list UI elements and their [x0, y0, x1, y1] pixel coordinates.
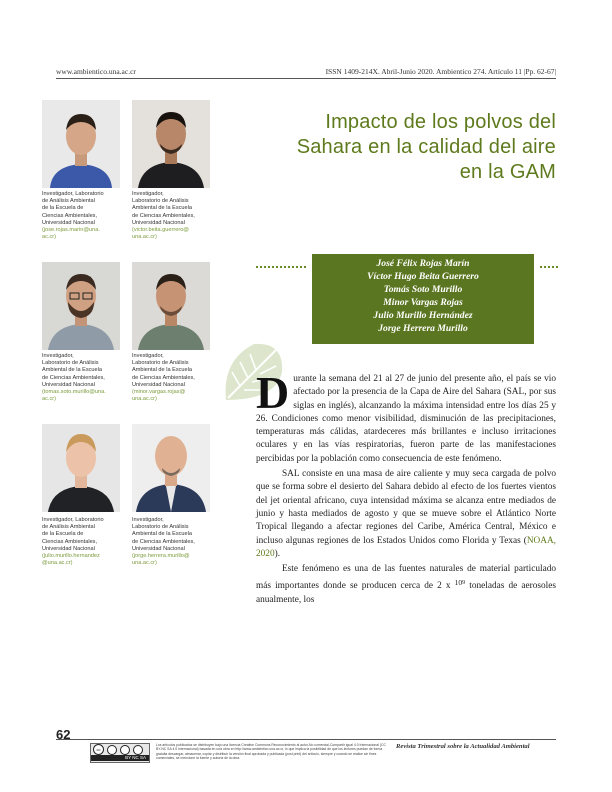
- page-number: 62: [56, 727, 71, 742]
- caption-line: Laboratorio de Análisis: [42, 360, 99, 367]
- caption-line: de Análisis Ambiental: [42, 524, 95, 531]
- paragraph-2: [256, 468, 556, 561]
- caption-line: de Ciencias Ambientales,: [132, 374, 195, 381]
- author-photo-4: [132, 262, 210, 350]
- caption-line: Ambiental de la Escuela: [132, 205, 193, 212]
- author-email-link[interactable]: una.ac.cr): [132, 234, 157, 241]
- caption-line: Laboratorio de Análisis: [132, 360, 189, 367]
- caption-line: Investigador,: [132, 517, 164, 523]
- caption-line: Ambiental de la Escuela: [132, 367, 193, 374]
- author-photo-3: [42, 262, 120, 350]
- author-photo-5: [42, 424, 120, 512]
- author-email-link[interactable]: @una.ac.cr): [42, 560, 73, 567]
- caption-line: de Ciencias Ambientales,: [42, 374, 105, 381]
- exponent: 9: [462, 580, 466, 587]
- article-body: [256, 367, 557, 607]
- paragraph-text: toneladas de aerosoles anualmente, los: [256, 581, 557, 605]
- caption-line: Universidad Nacional: [42, 219, 95, 226]
- caption-line: Laboratorio de Análisis: [132, 524, 189, 531]
- header-issn: ISSN 1409-214X. Abril-Junio 2020. Ambientico 274. Artículo 11 |Pp. 62-67|: [325, 67, 556, 76]
- nc-icon: [120, 745, 130, 755]
- caption-line: Investigador,: [132, 353, 164, 359]
- dotted-leader-right: [540, 266, 558, 268]
- header-rule: [56, 78, 556, 79]
- caption-line: Investigador, Laboratorio: [42, 191, 104, 197]
- author-caption-1: [42, 191, 126, 241]
- license-text: Los artículos publicados se distribuyen bajo una licencia Creative Commons Reconocimiento al autor-No comercial-Compartir igual 4.0 Internacional (CC BY-NC SA 4.0 Internacional) basada en una obra en http://www.ambientico.una.ac.cr, lo que implica la posibilidad de que los lectores puedan de forma gratuita descargar, almacenar, copiar y distribuir la versión final aprobada y publicada (post print) del artículo, siempre y cuando se realice sin fines comerciales, se mencione la fuente y autoría de la obra.: [156, 743, 386, 761]
- caption-line: de la Escuela de: [42, 531, 84, 538]
- dotted-leader-left: [256, 266, 306, 268]
- caption-line: Ciencias Ambientales,: [42, 538, 98, 545]
- drop-cap: D: [256, 367, 290, 418]
- caption-line: Universidad Nacional: [42, 545, 95, 552]
- caption-line: de Análisis Ambiental: [42, 198, 95, 205]
- authors-box: [312, 254, 534, 344]
- citation-link[interactable]: NOAA, 2020: [256, 535, 556, 559]
- author-name: Tomás Soto Murillo: [383, 284, 463, 295]
- sa-icon: [133, 745, 143, 755]
- caption-line: Investigador,: [132, 191, 164, 197]
- caption-line: de la Escuela de: [42, 205, 84, 212]
- author-photo-6: [132, 424, 210, 512]
- caption-line: Ciencias Ambientales,: [42, 212, 98, 219]
- header-website: www.ambientico.una.ac.cr: [56, 67, 136, 76]
- author-email-link[interactable]: (victor.beita.guerrero@: [132, 227, 189, 234]
- author-email-link[interactable]: una.ac.cr): [132, 560, 157, 567]
- author-email-link[interactable]: (jose.rojas.marin@una.: [42, 227, 100, 234]
- author-email-link[interactable]: (tomas.soto.murillo@una.: [42, 389, 106, 396]
- title-line-3: en la GAM: [459, 161, 556, 183]
- paragraph-3: [256, 563, 556, 607]
- author-caption-2: [132, 191, 216, 241]
- author-photo-2: [132, 100, 210, 188]
- author-email-link[interactable]: ac.cr): [42, 234, 56, 241]
- paragraph-1: [256, 367, 556, 466]
- caption-line: Ambiental de la Escuela: [132, 531, 193, 538]
- author-name: José Félix Rojas Marín: [376, 258, 470, 269]
- caption-line: Ambiental de la Escuela: [42, 367, 103, 374]
- caption-line: Universidad Nacional: [132, 381, 185, 388]
- author-email-link[interactable]: ac.cr): [42, 396, 56, 403]
- author-caption-6: [132, 517, 216, 567]
- author-name: Minor Vargas Rojas: [383, 297, 463, 308]
- author-name: Jorge Herrera Murillo: [378, 323, 468, 334]
- caption-line: Universidad Nacional: [42, 381, 95, 388]
- author-photo-1: [42, 100, 120, 188]
- author-name: Julio Murillo Hernández: [373, 310, 473, 321]
- caption-line: Laboratorio de Análisis: [132, 198, 189, 205]
- cc-icon: cc: [93, 744, 104, 755]
- caption-line: Universidad Nacional: [132, 545, 185, 552]
- caption-line: Investigador,: [42, 353, 74, 359]
- article-title: [236, 110, 556, 185]
- author-email-link[interactable]: (julio.murillo.hernandez: [42, 553, 100, 560]
- caption-line: Universidad Nacional: [132, 219, 185, 226]
- footer-rule: [56, 739, 556, 740]
- caption-line: Investigador, Laboratorio: [42, 517, 104, 523]
- author-name: Víctor Hugo Beita Guerrero: [367, 271, 479, 282]
- title-line-1: Impacto de los polvos del: [325, 111, 556, 133]
- caption-line: de Ciencias Ambientales,: [132, 538, 195, 545]
- author-email-link[interactable]: una.ac.cr): [132, 396, 157, 403]
- paragraph-text: Este fenómeno es una de las fuentes naturales de material particulado más importantes donde se producen cerca de 2 x: [256, 564, 556, 592]
- caption-line: de Ciencias Ambientales,: [132, 212, 195, 219]
- journal-name: Revista Trimestral sobre la Actualidad Ambiental: [396, 743, 530, 750]
- by-icon: [107, 745, 117, 755]
- cc-license-badge[interactable]: [90, 743, 150, 763]
- author-caption-3: [42, 353, 126, 403]
- author-email-link[interactable]: (minor.vargas.rojas@: [132, 389, 186, 396]
- exponent-base: 10: [454, 578, 463, 588]
- paragraph-text: urante la semana del 21 al 27 de junio del presente año, el país se vio afectado por la presencia de la Capa de Aire del Sahara (SAL, por sus siglas en inglés), alcanzando la máxima intensidad entre los días 25 y 26. Condiciones como menor visibilidad, disminución de las precipitaciones, temperaturas más cálidas, atardeceres más brillantes e incluso irritaciones oculares y en las vías respiratorias, fueron parte de las manifestaciones percibidas por la población como consecuencia de este fenómeno.: [256, 374, 556, 464]
- cc-label: BY NC SA: [91, 755, 149, 761]
- paragraph-text: ).: [274, 548, 281, 559]
- author-caption-5: [42, 517, 126, 567]
- title-line-2: Sahara en la calidad del aire: [296, 136, 556, 158]
- author-email-link[interactable]: (jorge.herrera.murillo@: [132, 553, 190, 560]
- paragraph-text: SAL consiste en una masa de aire caliente y muy seca cargada de polvo que se forma sobre el desierto del Sahara debido al efecto de los fuertes vientos del jet oriental africano, cuya intensidad máxima se alcanza entre mediados de junio y hasta mediados de agosto y que se mueve sobre el Atlántico Norte Tropical llegando a afectar regiones del Caribe, América Central, México e incluso algunas regiones de los Estados Unidos como Florida y Texas (: [256, 469, 556, 546]
- author-caption-4: [132, 353, 216, 403]
